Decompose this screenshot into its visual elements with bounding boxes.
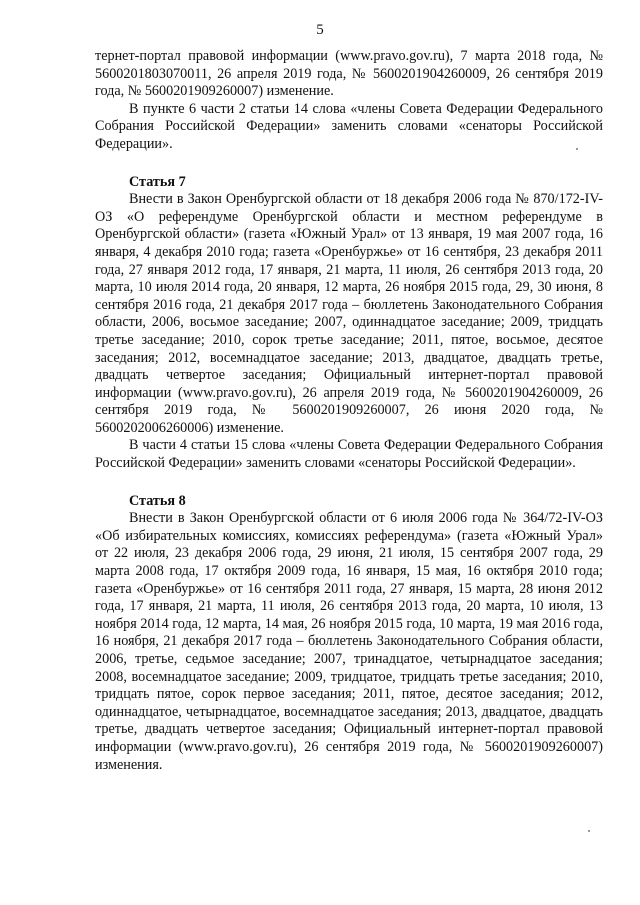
paragraph-article7-intro: Внести в Закон Оренбургской области от 18 декабря 2006 года № 870/172-IV-ОЗ «О референдуме Оренбургской области и местном референдуме в Оренбургской области» (газета «Южный Урал» от 13 января, 19 мая 2007 года, 16 января, 4 декабря 2010 года; газета «Оренбуржье» от 16 сентября, 23 декабря 2011 года, 27 января 2012 года, 17 января, 21 марта, 11 июля, 26 сентября 2013 года, 20 марта, 10 июля 2014 года, 20 января, 12 марта, 26 ноября 2015 года, 29, 30 июня, 8 сентября 2016 года, 21 декабря 2017 года – бюллетень Законодательного Собрания области, 2006, восьмое заседание; 2007, одиннадцатое заседание; 2009, тридцать третье заседание; 2010, сорок третье заседание; 2011, пятое, восьмое, десятое заседания; 2012, восемнадцатое заседание; 2013, двадцатое, двадцать третье, двадцать четвертое заседания; Официальный интернет-портал правовой информации (www.pravo.gov.ru), 26 апреля 2019 года, № 5600201904260009, 26 сентября 2019 года, № 5600201909260007, 26 июня 2020 года, № 5600202006260006) изменение.: [95, 191, 603, 436]
paragraph-article7-amendment: В части 4 статьи 15 слова «члены Совета Федерации Федерального Собрания Российской Федерации» заменить словами «сенаторы Российской Федерации».: [95, 437, 603, 472]
paragraph-article6-point6: В пункте 6 части 2 статьи 14 слова «члены Совета Федерации Федерального Собрания Российской Федерации» заменить словами «сенаторы Российской Федерации».: [95, 100, 603, 152]
document-body: [95, 48, 603, 774]
paragraph-continuation: тернет-портал правовой информации (www.pravo.gov.ru), 7 марта 2018 года, № 5600201803070011, 26 апреля 2019 года, № 5600201904260009, 26 сентября 2019 года, № 5600201909260007) изменение.: [95, 48, 603, 100]
scan-speck: [576, 148, 578, 150]
paragraph-article8-intro: Внести в Закон Оренбургской области от 6 июля 2006 года № 364/72-IV-ОЗ «Об избирательных комиссиях, комиссиях референдума» (газета «Южный Урал» от 22 июля, 23 декабря 2006 года, 29 июня, 21 июля, 15 сентября 2007 года, 29 марта 2008 года, 17 октября 2009 года, 16 января, 15 мая, 16 октября 2010 года; газета «Оренбуржье» от 16 сентября 2011 года, 27 января, 15 марта, 28 июня 2012 года, 17 января, 21 марта, 11 июля, 26 сентября 2013 года, 20 марта, 10 июля, 13 ноября 2014 года, 12 марта, 14 мая, 26 ноября 2015 года, 10 марта, 19 мая 2016 года, 16 ноября, 21 декабря 2017 года – бюллетень Законодательного Собрания области, 2006, третье, седьмое заседание; 2007, тринадцатое, четырнадцатое заседания; 2008, восемнадцатое заседание; 2009, тридцатое, тридцать третье заседания; 2010, тридцать пятое, сорок первое заседания; 2011, пятое, десятое заседания; 2012, одиннадцатое, четырнадцатое, восемнадцатое заседания; 2013, двадцатое, двадцать третье, двадцать четвертое заседания; Официальный интернет-портал правовой информации (www.pravo.gov.ru), 26 сентября 2019 года, № 5600201909260007) изменения.: [95, 510, 603, 773]
article-heading-8: Статья 8: [129, 492, 186, 509]
spacer: [95, 154, 603, 174]
article-heading-7: Статья 7: [129, 173, 186, 190]
page-number: 5: [316, 22, 324, 38]
spacer: [95, 473, 603, 493]
scan-speck: [588, 830, 590, 832]
